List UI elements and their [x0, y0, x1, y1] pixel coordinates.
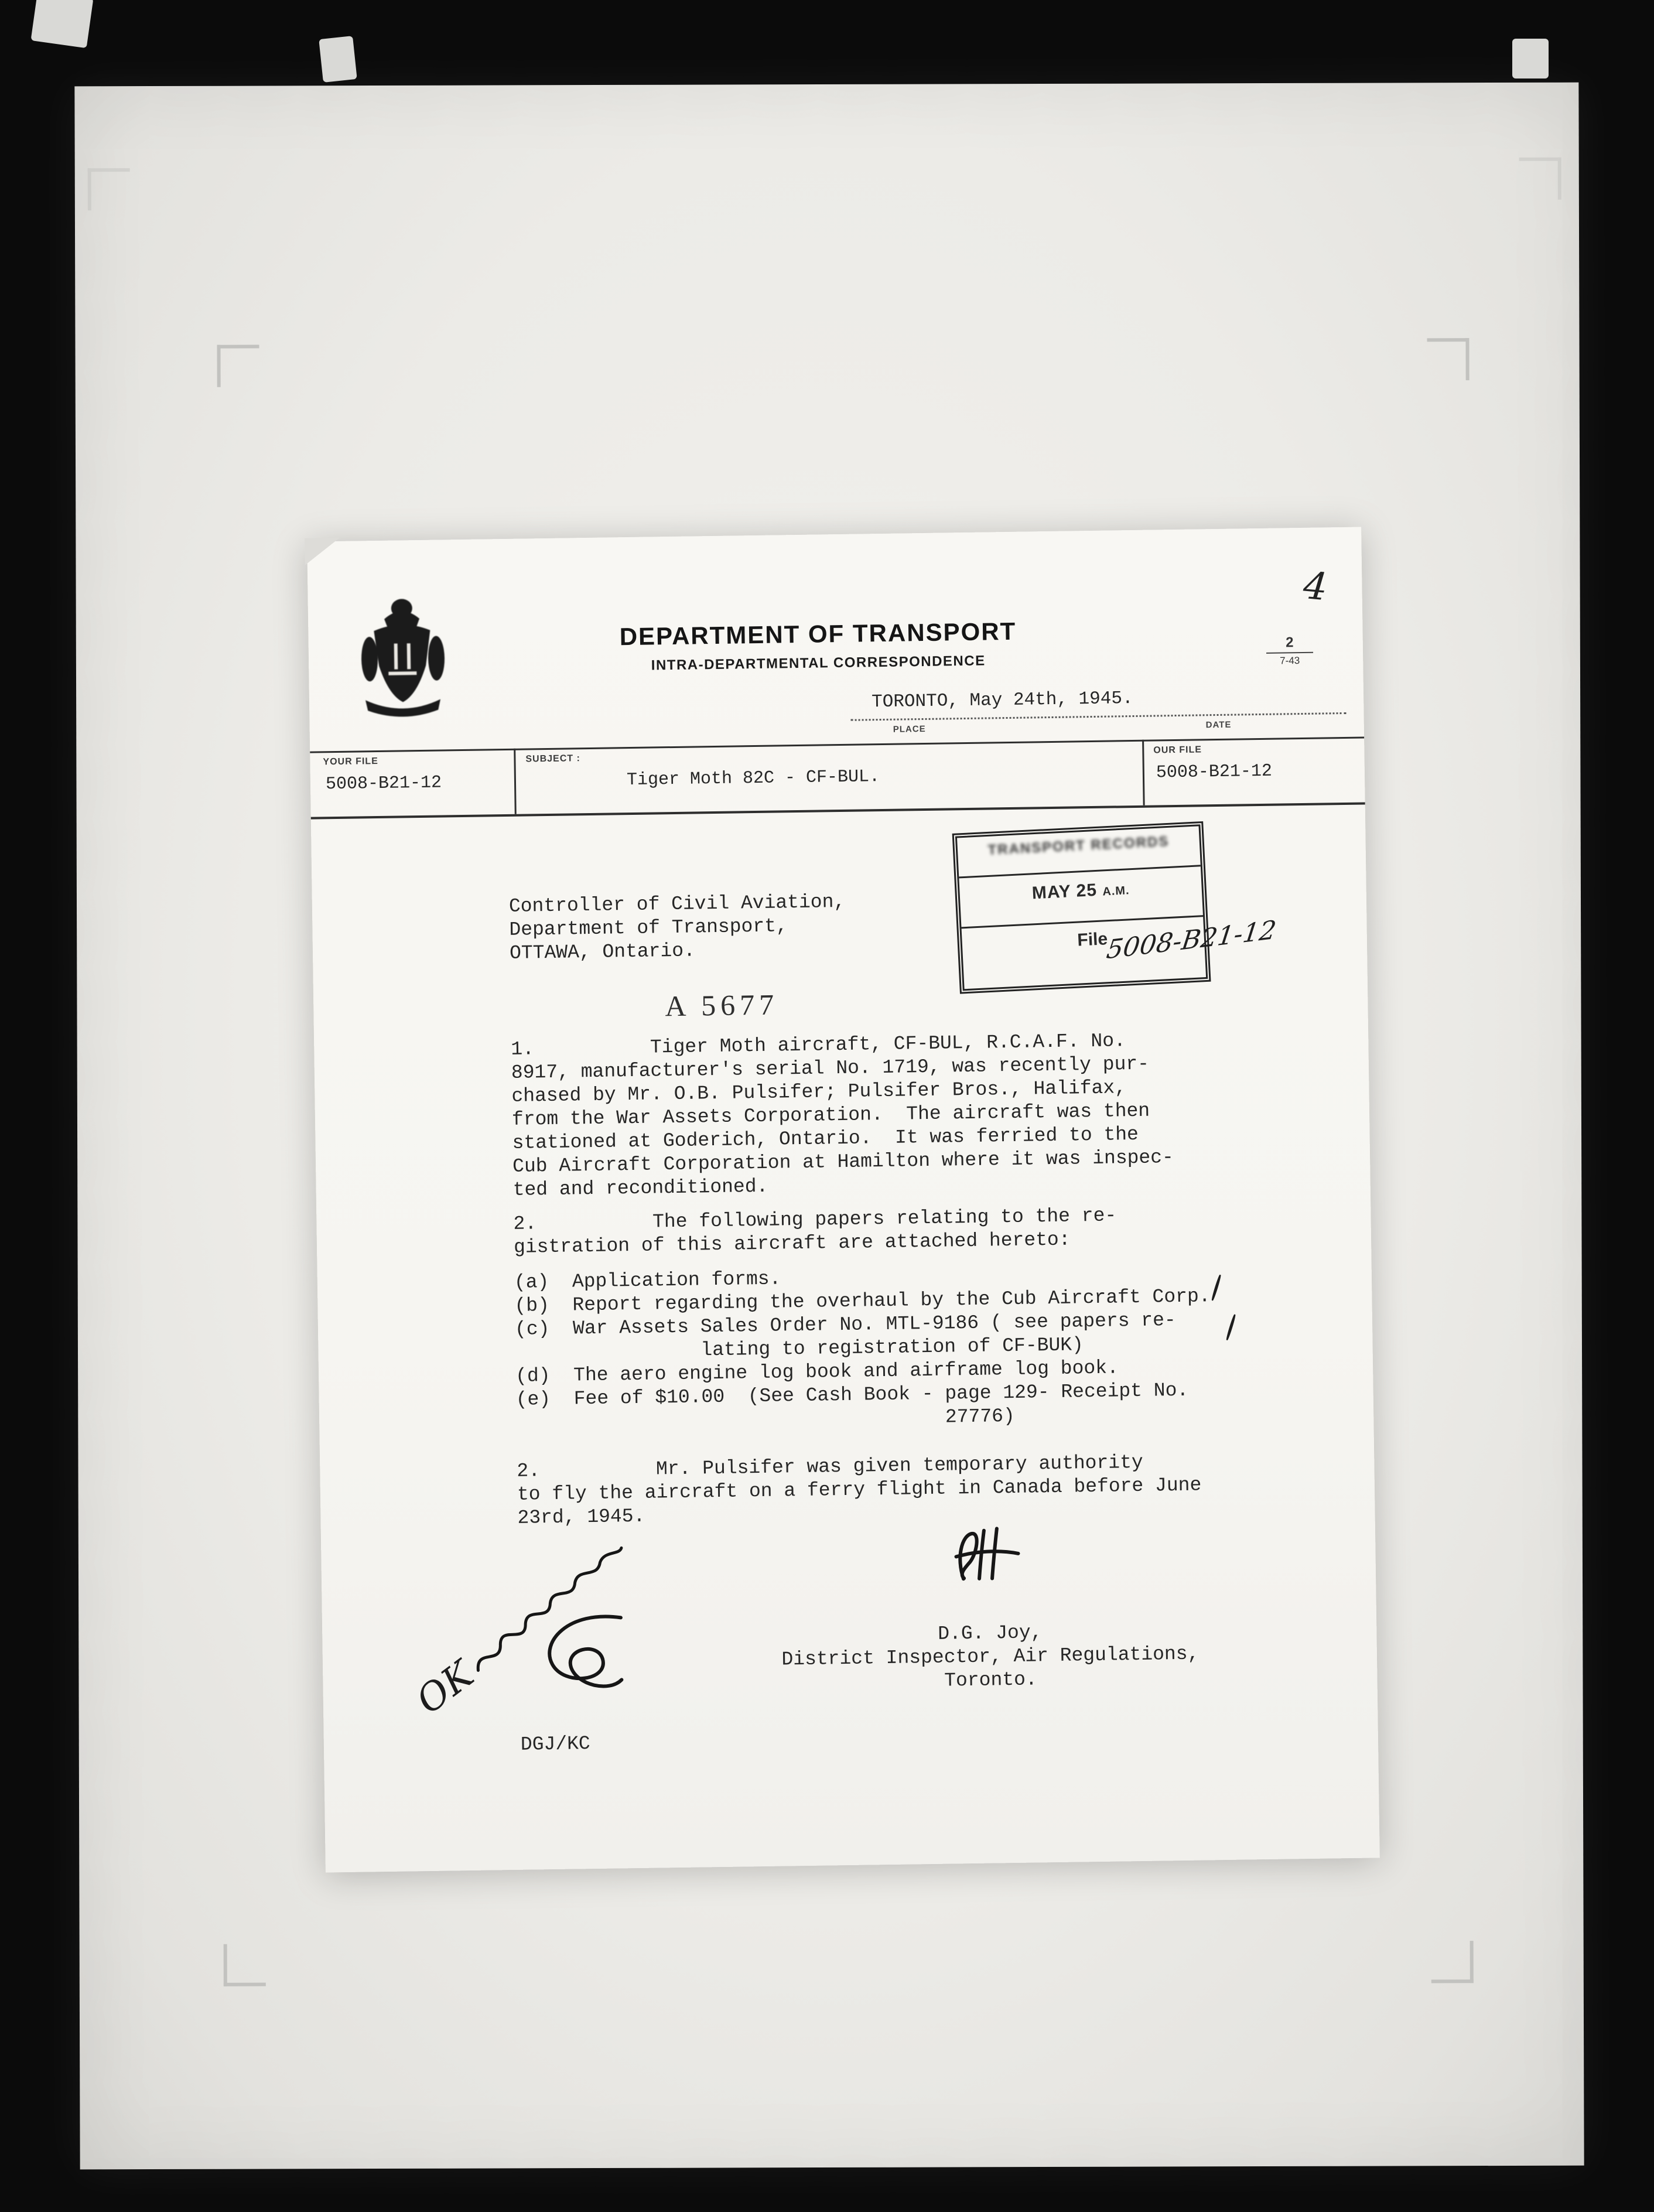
your-file-label: YOUR FILE [323, 756, 378, 767]
recipient-address: Controller of Civil Aviation, Department of Transport, OTTAWA, Ontario. [508, 890, 846, 964]
paragraph-2: 2. The following papers relating to the re- gistration of this aircraft are attached hereto: [513, 1204, 1117, 1258]
file-bar-top-rule [310, 737, 1364, 753]
form-number-top: 2 [1266, 634, 1313, 654]
your-file-value: 5008-B21-12 [325, 773, 442, 795]
handwriting-flourish-loop [527, 1605, 640, 1712]
subject-value: Tiger Moth 82C - CF-BUL. [626, 767, 880, 791]
reference-number-stamp: A 5677 [664, 988, 779, 1023]
stamp-file-label: File [1077, 929, 1108, 950]
file-bar-divider [514, 749, 517, 814]
crop-mark-outer-top-right [1519, 158, 1561, 200]
crop-mark-outer-top-left [88, 168, 130, 210]
received-stamp [955, 824, 1279, 991]
letter-document [307, 527, 1380, 1873]
attachments-list: (a) Application forms. (b) Report regarding the overhaul by the Cub Aircraft Corp. (c) War Assets Sales Order No. MTL-9186 ( see papers re- lating to registration of CF-BUK) (d) The aero engine log book and airframe log book. (e) Fee of $10.00 (See Cash Book - page 129- Receipt No. 27776) [514, 1268, 1211, 1434]
subject-label: SUBJECT : [525, 753, 581, 764]
crop-mark-bottom-left [224, 1944, 266, 1986]
correspondence-subtitle: INTRA-DEPARTMENTAL CORRESPONDENCE [651, 653, 986, 674]
file-bar-bottom-rule [311, 802, 1365, 819]
torn-corner [305, 538, 340, 565]
place-label: PLACE [893, 723, 926, 735]
our-file-label: OUR FILE [1153, 745, 1202, 756]
crop-mark-top-right [1427, 338, 1469, 380]
typist-initials: DGJ/KC [520, 1733, 591, 1756]
film-edge-mark [319, 36, 357, 83]
place-date-rule [851, 712, 1347, 721]
stamp-ampm-text: A.M. [1102, 884, 1130, 899]
date-label: DATE [1205, 719, 1232, 730]
stamp-date-text: MAY 25 [1031, 880, 1098, 903]
signature-block: D.G. Joy, District Inspector, Air Regulations, Toronto. [781, 1622, 1200, 1692]
form-number [1266, 634, 1314, 667]
handwritten-page-number: 4 [1301, 564, 1330, 610]
ok-note-text: OK [408, 1653, 482, 1723]
received-stamp-date [959, 875, 1202, 907]
stamp-file-row [962, 914, 1279, 965]
handwritten-file-number: 5008-B21-12 [1105, 914, 1279, 965]
film-edge-mark [30, 0, 93, 48]
file-bar-divider [1142, 740, 1145, 805]
handwritten-initials-scrawl [945, 1521, 1028, 1589]
crop-mark-top-left [217, 345, 259, 387]
crop-mark-bottom-right [1431, 1941, 1474, 1983]
film-edge-mark [1512, 39, 1549, 78]
stamp-divider [959, 865, 1201, 878]
paragraph-1: 1. Tiger Moth aircraft, CF-BUL, R.C.A.F. No. 8917, manufacturer's serial No. 1719, was recently pur- chased by Mr. O.B. Pulsifer; Pulsifer Bros., Halifax, from the War Assets Corporation. The aircraft was then stationed at Goderich, Ontario. It was ferried to the Cub Aircraft Corporation at Hamilton where it was inspec- ted and reconditioned. [511, 1030, 1174, 1201]
coat-of-arms-crest [360, 593, 447, 719]
place-date: TORONTO, May 24th, 1945. [871, 688, 1133, 713]
form-number-bottom: 7-43 [1280, 655, 1300, 667]
received-stamp-office: TRANSPORT RECORDS [987, 833, 1170, 858]
paragraph-3: 2. Mr. Pulsifer was given temporary authority to fly the aircraft on a ferry flight in Canada before June 23rd, 1945. [517, 1451, 1202, 1529]
our-file-value: 5008-B21-12 [1156, 761, 1273, 783]
department-title: DEPARTMENT OF TRANSPORT [619, 617, 1017, 651]
